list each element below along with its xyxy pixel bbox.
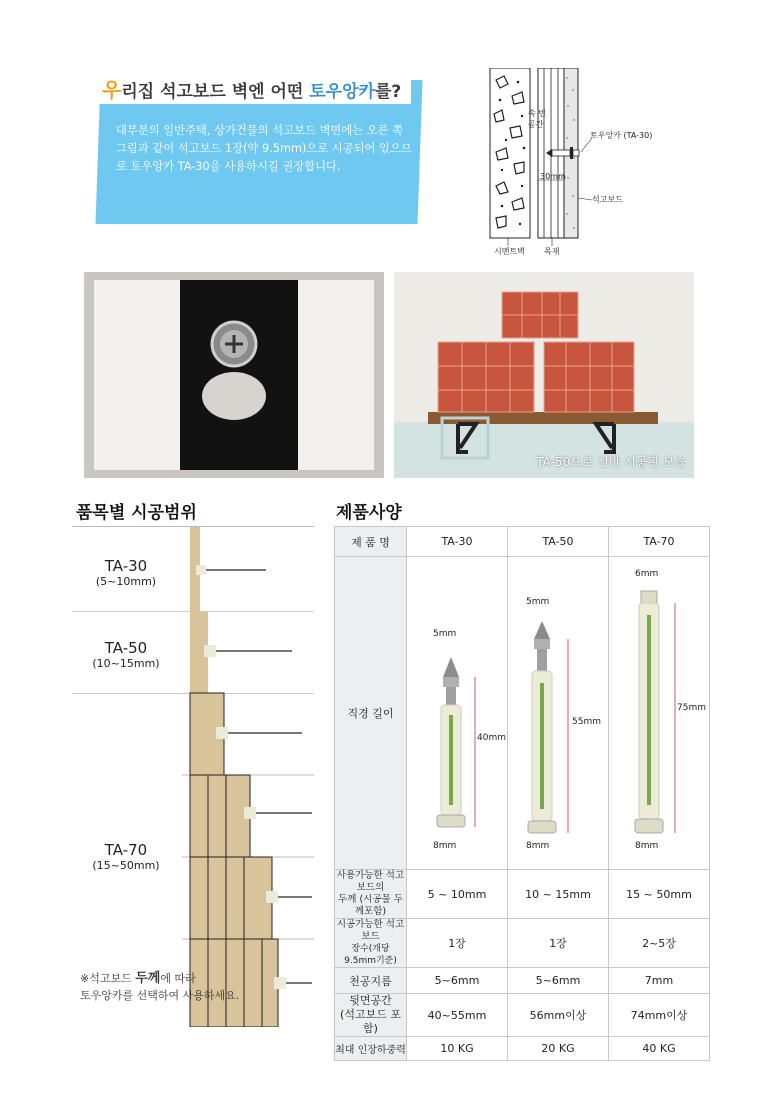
anchor-ta70-illustration	[623, 587, 683, 841]
shelf-image	[394, 272, 694, 478]
range-spec: (10~15mm)	[92, 657, 160, 670]
spec-value: 10 ~ 15mm	[508, 870, 609, 919]
spec-row	[335, 870, 710, 919]
range-label	[72, 639, 180, 670]
spec-size-row	[335, 557, 710, 870]
spec-value: 56mm이상	[508, 994, 609, 1037]
tip-dimension: 5mm	[526, 597, 550, 607]
base-dimension: 8mm	[433, 841, 457, 851]
spec-value: 40~55mm	[407, 994, 508, 1037]
length-dimension: 55mm	[572, 717, 601, 727]
heading-mid: 리집 석고보드 벽엔 어떤	[121, 82, 310, 102]
spec-header-label: 제 품 명	[335, 527, 407, 557]
model-name: TA-70	[609, 527, 710, 557]
row-sublabel: 장수(개당 9.5mm기준)	[344, 944, 397, 966]
model-name: TA-30	[407, 527, 508, 557]
tip-dimension: 5mm	[433, 629, 457, 639]
inner-space-label: 속 빈 공간	[528, 109, 546, 129]
cement-label: 시멘트벽	[494, 247, 525, 256]
spec-row-label	[335, 994, 407, 1037]
heading-brand: 토우앙카	[309, 82, 375, 102]
gypsum-label: 석고보드	[592, 195, 623, 204]
spec-row	[335, 994, 710, 1037]
wood-label: 목재	[544, 247, 560, 256]
length-dimension: 75mm	[677, 703, 706, 713]
wall-diagram	[488, 68, 678, 258]
spec-value: 2~5장	[609, 919, 710, 968]
shelf-photo	[394, 272, 694, 478]
heading-first-letter: 우	[102, 78, 122, 102]
spec-row	[335, 919, 710, 968]
anchor-ta50-illustration	[518, 617, 578, 839]
anchor-cell-ta70	[609, 557, 710, 870]
spec-row	[335, 1037, 710, 1061]
anchor-ta30-illustration	[423, 653, 479, 837]
row-label: 뒷면공간	[349, 994, 392, 1007]
tip-dimension: 6mm	[635, 569, 659, 579]
spec-value: 7mm	[609, 968, 710, 994]
spec-value: 10 KG	[407, 1037, 508, 1061]
spec-header-row	[335, 527, 710, 557]
range-title: 품목별 시공범위	[76, 503, 197, 523]
range-label	[72, 841, 180, 872]
note-bold: 두께	[135, 971, 161, 986]
spec-table	[334, 526, 710, 1061]
spec-value: 74mm이상	[609, 994, 710, 1037]
spec-row-label: 천공지름	[335, 968, 407, 994]
row-label: 시공가능한 석고보드	[336, 919, 405, 942]
anchor-closeup-image	[84, 272, 384, 478]
spec-title: 제품사양	[336, 503, 402, 523]
range-note	[80, 970, 239, 1004]
intro-body: 대부분의 일반주택, 상가건물의 석고보드 벽면에는 오른 쪽 그림과 같이 석고보드 1장(약 9.5mm)으로 시공되어 있으므로 토우앙카 TA-30을 사용하시길 권장합니다.	[116, 124, 412, 173]
wall-cross-section	[488, 68, 678, 258]
installation-illustration	[182, 527, 314, 1027]
spec-row-label: 최대 인장하중력	[335, 1037, 407, 1061]
spec-row	[335, 968, 710, 994]
anchor-cell-ta30	[407, 557, 508, 870]
note-prefix: ※석고보드	[80, 972, 136, 985]
length-dimension: 40mm	[477, 733, 506, 743]
row-label: 사용가능한 석고보드의	[336, 870, 405, 893]
dimension-label: 30mm	[540, 172, 566, 181]
range-spec: (15~50mm)	[92, 859, 160, 872]
range-model: TA-70	[104, 841, 148, 859]
anchor-label: 토우앙카 (TA-30)	[590, 131, 653, 140]
base-dimension: 8mm	[635, 841, 659, 851]
size-row-label: 직경 길이	[335, 557, 407, 870]
shelf-caption: TA-50으로 선반 시공된 모습	[536, 455, 686, 469]
model-name: TA-50	[508, 527, 609, 557]
spec-value: 5~6mm	[508, 968, 609, 994]
closeup-photo	[84, 272, 384, 478]
heading-end: 를?	[374, 82, 402, 102]
note-suffix: 에 따라	[160, 972, 196, 985]
range-table	[72, 526, 314, 1027]
row-sublabel: 두께 (시공물 두께포함)	[338, 894, 403, 917]
range-label	[72, 557, 180, 588]
range-model: TA-30	[104, 557, 148, 575]
spec-row-label	[335, 919, 407, 968]
intro-heading	[96, 76, 411, 104]
anchor-cell-ta50	[508, 557, 609, 870]
spec-value: 15 ~ 50mm	[609, 870, 710, 919]
range-model: TA-50	[104, 639, 148, 657]
row-sublabel: (석고보드 포함)	[340, 1008, 401, 1035]
base-dimension: 8mm	[526, 841, 550, 851]
spec-row-label	[335, 870, 407, 919]
note-line2: 토우앙카를 선택하여 사용하세요.	[80, 989, 240, 1002]
spec-value: 40 KG	[609, 1037, 710, 1061]
spec-value: 5 ~ 10mm	[407, 870, 508, 919]
spec-value: 1장	[508, 919, 609, 968]
spec-value: 5~6mm	[407, 968, 508, 994]
spec-value: 20 KG	[508, 1037, 609, 1061]
spec-value: 1장	[407, 919, 508, 968]
range-spec: (5~10mm)	[95, 575, 157, 588]
